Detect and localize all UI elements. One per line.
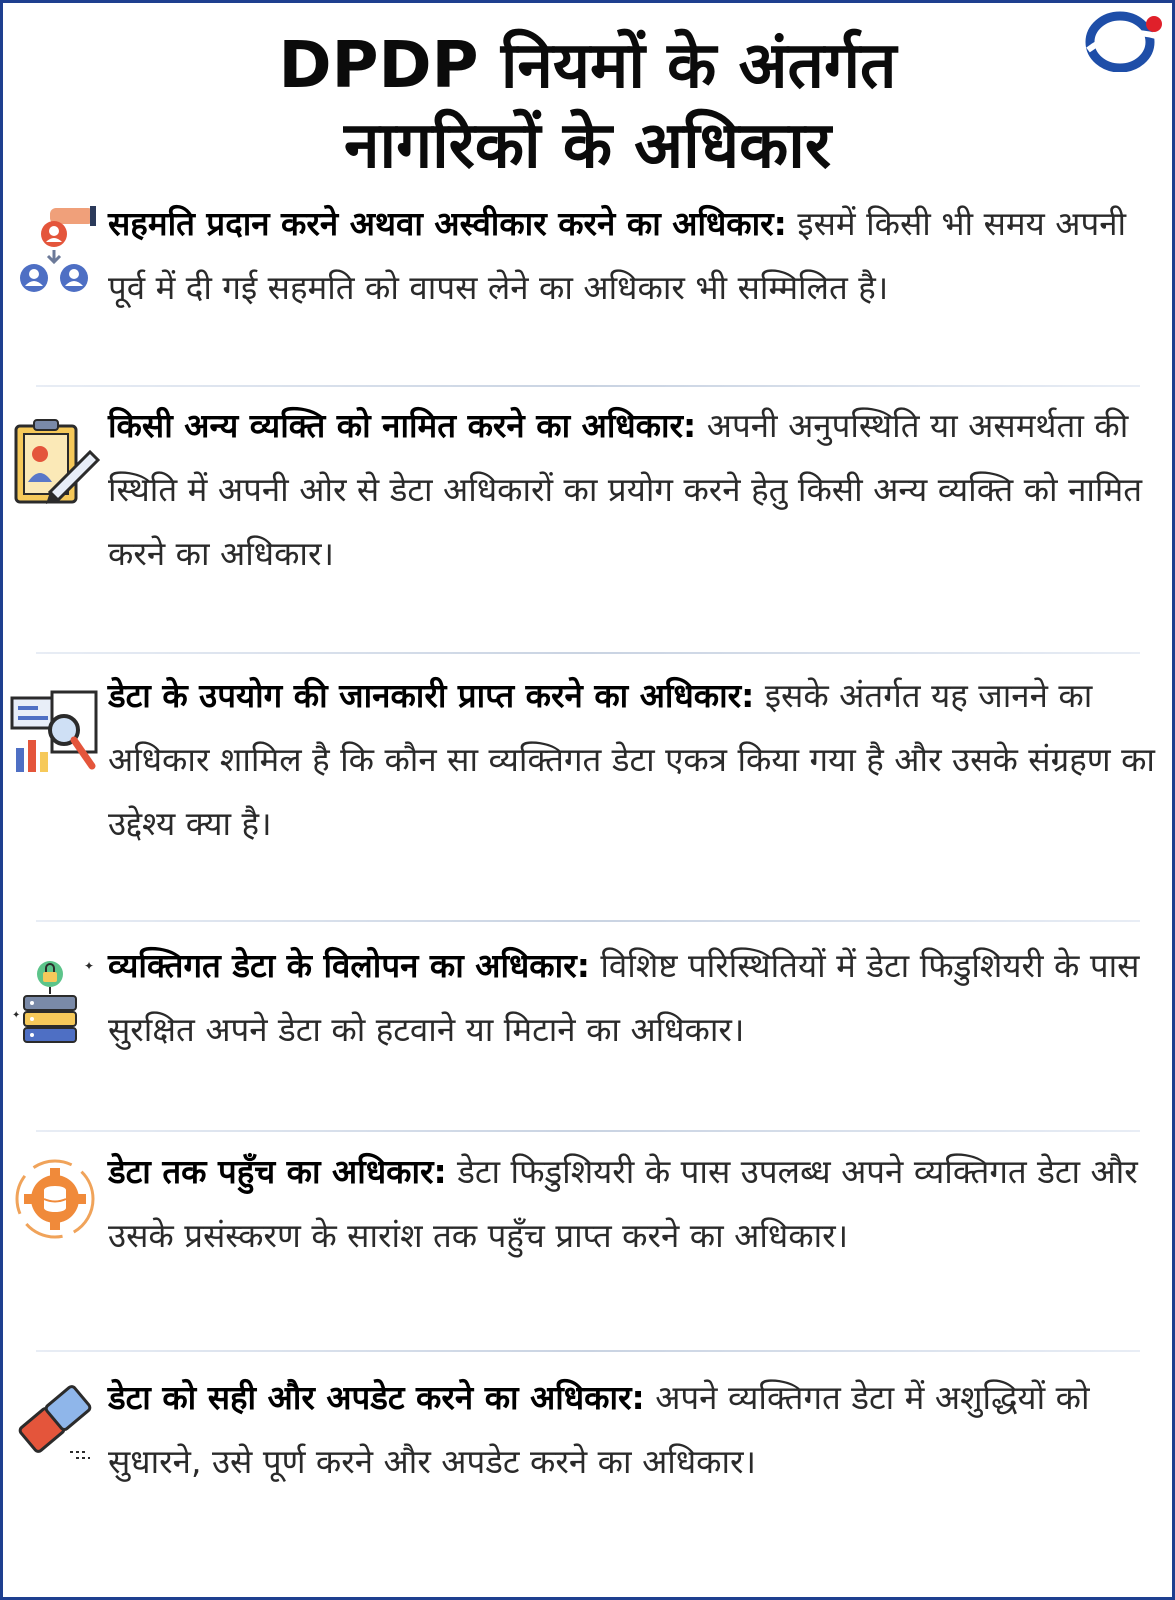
section-divider [36,1350,1140,1352]
right-body: इसके अंतर्गत यह जानने का अधिकार शामिल है कि कौन सा व्यक्तिगत डेटा एकत्र किया गया है और उसके संग्रहण का उद्देश्य क्या है। [108,676,1155,843]
data-gear-access-icon [10,1154,100,1244]
database-lock-icon [10,958,100,1048]
right-heading: डेटा के उपयोग की जानकारी प्राप्त करने का अधिकार: [108,676,755,715]
right-body: इसमें किसी भी समय अपनी पूर्व में दी गई सहमति को वापस लेने का अधिकार भी सम्मिलित है। [108,204,1127,307]
right-body: अपनी अनुपस्थिति या असमर्थता की स्थिति में अपनी ओर से डेटा अधिकारों का प्रयोग करने हेतु किसी अन्य व्यक्ति को नामित करने का अधिकार। [108,406,1143,573]
right-heading: सहमति प्रदान करने अथवा अस्वीकार करने का अधिकार: [108,204,787,243]
section-divider [36,652,1140,654]
right-body: विशिष्ट परिस्थितियों में डेटा फिडुशियरी के पास सुरक्षित अपने डेटा को हटवाने या मिटाने का अधिकार। [108,946,1140,1049]
right-nominate-text [108,394,1160,586]
right-correction-text [108,1366,1160,1494]
right-access-text [108,1140,1160,1268]
right-erasure-text [108,934,1160,1062]
right-heading: व्यक्तिगत डेटा के विलोपन का अधिकार: [108,946,590,985]
right-consent-text [108,192,1160,320]
right-information-text [108,664,1160,856]
nominate-clipboard-pen-icon [10,418,100,508]
right-heading: डेटा तक पहुँच का अधिकार: [108,1152,447,1191]
section-divider [36,920,1140,922]
page-title [0,26,1175,186]
svg-text:✦: ✦ [84,959,95,973]
section-divider [36,385,1140,387]
data-report-magnifier-icon [10,688,100,778]
title-line-1: DPDP नियमों के अंतर्गत [278,29,897,103]
right-body: डेटा फिडुशियरी के पास उपलब्ध अपने व्यक्तिगत डेटा और उसके प्रसंस्करण के सारांश तक पहुँच प्राप्त करने का अधिकार। [108,1152,1138,1255]
right-body: अपने व्यक्तिगत डेटा में अशुद्धियों को सुधारने, उसे पूर्ण करने और अपडेट करने का अधिकार। [108,1378,1090,1481]
title-line-2: नागरिकों के अधिकार [343,109,832,183]
right-heading: डेटा को सही और अपडेट करने का अधिकार: [108,1378,645,1417]
eraser-icon [10,1374,100,1464]
right-heading: किसी अन्य व्यक्ति को नामित करने का अधिकार: [108,406,697,445]
consent-hand-users-icon [10,204,100,294]
section-divider [36,1130,1140,1132]
svg-text:✦: ✦ [12,1010,21,1021]
